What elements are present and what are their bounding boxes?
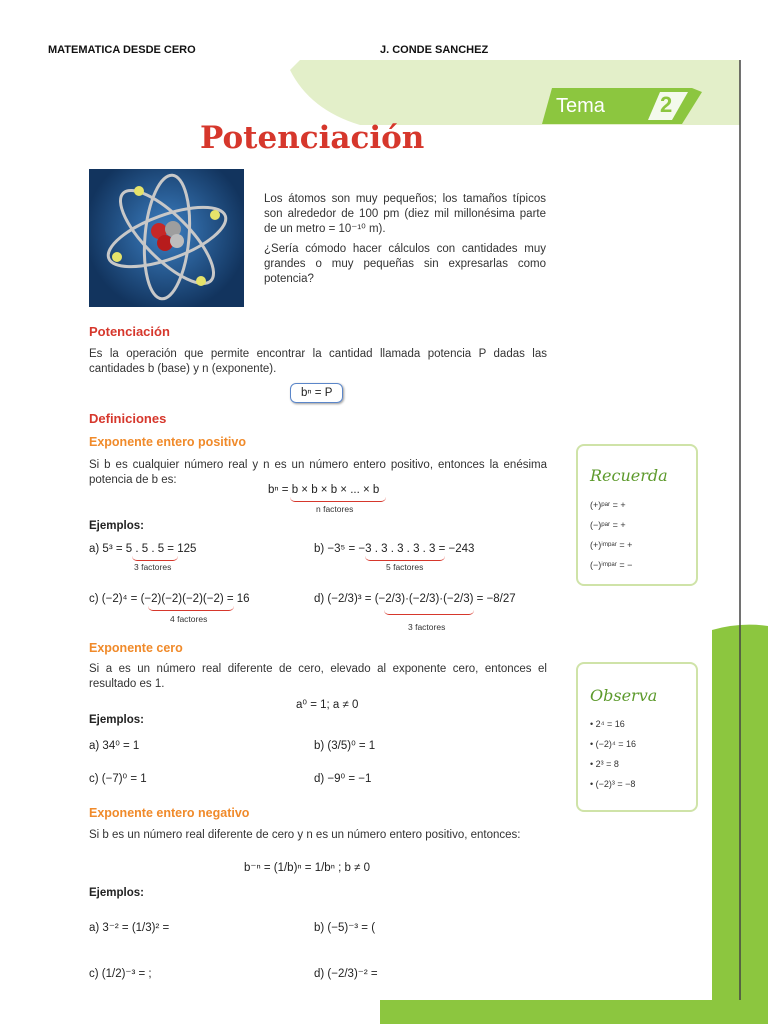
intro-paragraph-2: ¿Sería cómodo hacer cálculos con cantidades muy grandes o muy pequeñas sin expresarlas como potencia? [264,243,546,285]
header-left: MATEMATICA DESDE CERO [48,44,196,56]
header-right: J. CONDE SANCHEZ [380,44,489,56]
example-a-negativo: a) 3⁻² = (1/3)² = [89,922,170,934]
example-b-cero: b) (3/5)⁰ = 1 [314,740,376,752]
recuerda-item: (−)ⁱᵐᵖᵃʳ = − [590,560,633,570]
tema-badge [542,88,702,124]
recuerda-item: (+)ⁱᵐᵖᵃʳ = + [590,540,633,550]
exp-negativo-formula: b⁻ⁿ = (1/b)ⁿ = 1/bⁿ ; b ≠ 0 [244,862,370,874]
example-d-note: 3 factores [408,622,446,632]
exp-cero-formula: a⁰ = 1; a ≠ 0 [296,699,359,711]
example-a-brace [132,556,178,561]
example-b-positivo: b) −3⁵ = −3 . 3 . 3 . 3 . 3 = −243 [314,543,475,555]
example-b-note: 5 factores [386,562,424,572]
observa-item: • 2⁴ = 16 [590,719,625,729]
tema-number: 2 [660,92,673,117]
observa-title: Observa [590,686,658,705]
exp-cero-heading: Exponente cero [89,641,183,655]
example-a-positivo: a) 5³ = 5 . 5 . 5 = 125 [89,543,197,555]
recuerda-item: (−)ᵖᵃʳ = + [590,520,626,530]
exp-positivo-formula: bⁿ = b × b × b × ... × b [268,484,380,496]
formula-brace [290,497,386,502]
example-c-positivo: c) (−2)⁴ = (−2)(−2)(−2)(−2) = 16 [89,593,250,605]
atom-image [89,169,244,307]
recuerda-box [576,444,698,586]
ejemplos-label-1: Ejemplos: [89,520,144,532]
recuerda-title: Recuerda [590,466,668,485]
example-d-negativo: d) (−2/3)⁻² = [314,968,378,980]
recuerda-item: (+)ᵖᵃʳ = + [590,500,626,510]
observa-item: • 2³ = 8 [590,759,619,769]
exp-negativo-text: Si b es un número real diferente de cero y n es un número entero positivo, entonces: [89,829,521,841]
example-d-positivo: d) (−2/3)³ = (−2/3)·(−2/3)·(−2/3) = −8/27 [314,593,516,605]
potenciacion-formula: bⁿ = P [290,383,343,403]
atom-icon [89,169,244,307]
formula-note: n factores [316,504,354,514]
potenciacion-heading: Potenciación [89,324,170,339]
observa-item: • (−2)³ = −8 [590,779,636,789]
exp-cero-text: Si a es un número real diferente de cero, elevado al exponente cero, entonces el resultado es 1. [89,663,547,690]
example-b-brace [365,556,445,561]
intro-paragraph-1: Los átomos son muy pequeños; los tamaños típicos son alrededor de 100 pm (diez mil millonésima parte de un metro = 10⁻¹⁰ m). [264,193,546,235]
observa-box [576,662,698,812]
page-title: Potenciación [200,120,425,156]
exp-positivo-text: Si b es cualquier número real y n es un número entero positivo, entonces la enésima potencia de b es: [89,459,547,486]
example-a-cero: a) 34⁰ = 1 [89,740,140,752]
ejemplos-label-2: Ejemplos: [89,714,144,726]
example-b-negativo: b) (−5)⁻³ = ( [314,922,376,934]
example-a-note: 3 factores [134,562,172,572]
example-c-cero: c) (−7)⁰ = 1 [89,773,147,785]
exp-negativo-heading: Exponente entero negativo [89,806,250,820]
example-c-note: 4 factores [170,614,208,624]
definiciones-heading: Definiciones [89,411,167,426]
ejemplos-label-3: Ejemplos: [89,887,144,899]
tema-label: Tema [556,95,605,117]
example-d-brace [384,610,474,615]
observa-item: • (−2)⁴ = 16 [590,739,637,749]
example-c-negativo: c) (1/2)⁻³ = ; [89,968,152,980]
example-c-brace [148,606,234,611]
example-d-cero: d) −9⁰ = −1 [314,773,372,785]
exp-positivo-heading: Exponente entero positivo [89,435,246,449]
potenciacion-text: Es la operación que permite encontrar la cantidad llamada potencia P dadas las cantidades b (base) y n (exponente). [89,348,547,375]
